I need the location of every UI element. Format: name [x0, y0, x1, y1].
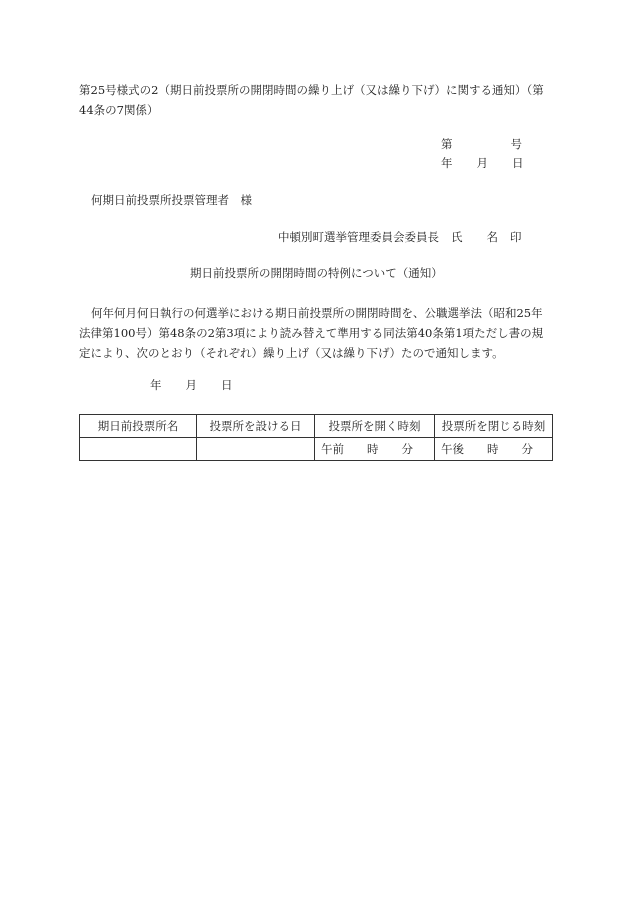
schedule-table	[79, 414, 553, 461]
body-date-year: 年	[150, 378, 162, 392]
form-title: 第25号様式の2（期日前投票所の開閉時間の繰り上げ（又は繰り下げ）に関する通知）（第44条の7関係）	[79, 83, 544, 117]
sender-line	[278, 232, 522, 244]
addressee: 何期日前投票所投票管理者 様	[91, 193, 252, 207]
table-row	[80, 438, 553, 461]
sender-seal: 印	[510, 230, 522, 244]
body-date-month: 月	[185, 378, 197, 392]
cell-close-time: 午後 時 分	[435, 438, 553, 461]
sender-mei: 名	[486, 230, 498, 244]
header-venue-name: 期日前投票所名	[80, 415, 197, 438]
header-close-time: 投票所を閉じる時刻	[435, 415, 553, 438]
body-date	[150, 380, 233, 392]
doc-date-day: 日	[512, 156, 524, 170]
subject: 期日前投票所の開閉時間の特例について（通知）	[190, 266, 443, 280]
sender-title: 中頓別町選挙管理委員会委員長	[278, 230, 439, 244]
header-open-time: 投票所を開く時刻	[315, 415, 435, 438]
doc-number	[441, 139, 522, 151]
doc-number-dai: 第	[441, 137, 453, 151]
table-header-row	[80, 415, 553, 438]
cell-venue-name	[80, 438, 197, 461]
sender-shi: 氏	[451, 230, 463, 244]
doc-date-year: 年	[441, 156, 453, 170]
header-establish-day: 投票所を設ける日	[197, 415, 315, 438]
body-date-day: 日	[221, 378, 233, 392]
cell-establish-day	[197, 438, 315, 461]
cell-open-time: 午前 時 分	[315, 438, 435, 461]
body-paragraph: 何年何月何日執行の何選挙における期日前投票所の開閉時間を、公職選挙法（昭和25年法律第100号）第48条の2第3項により読み替えて準用する同法第40条第1項ただし書の規定により、次のとおり（それぞれ）繰り上げ（又は繰り下げ）たので通知します。	[79, 306, 544, 360]
doc-date-month: 月	[476, 156, 488, 170]
doc-number-go: 号	[510, 137, 522, 151]
doc-date	[441, 158, 524, 170]
